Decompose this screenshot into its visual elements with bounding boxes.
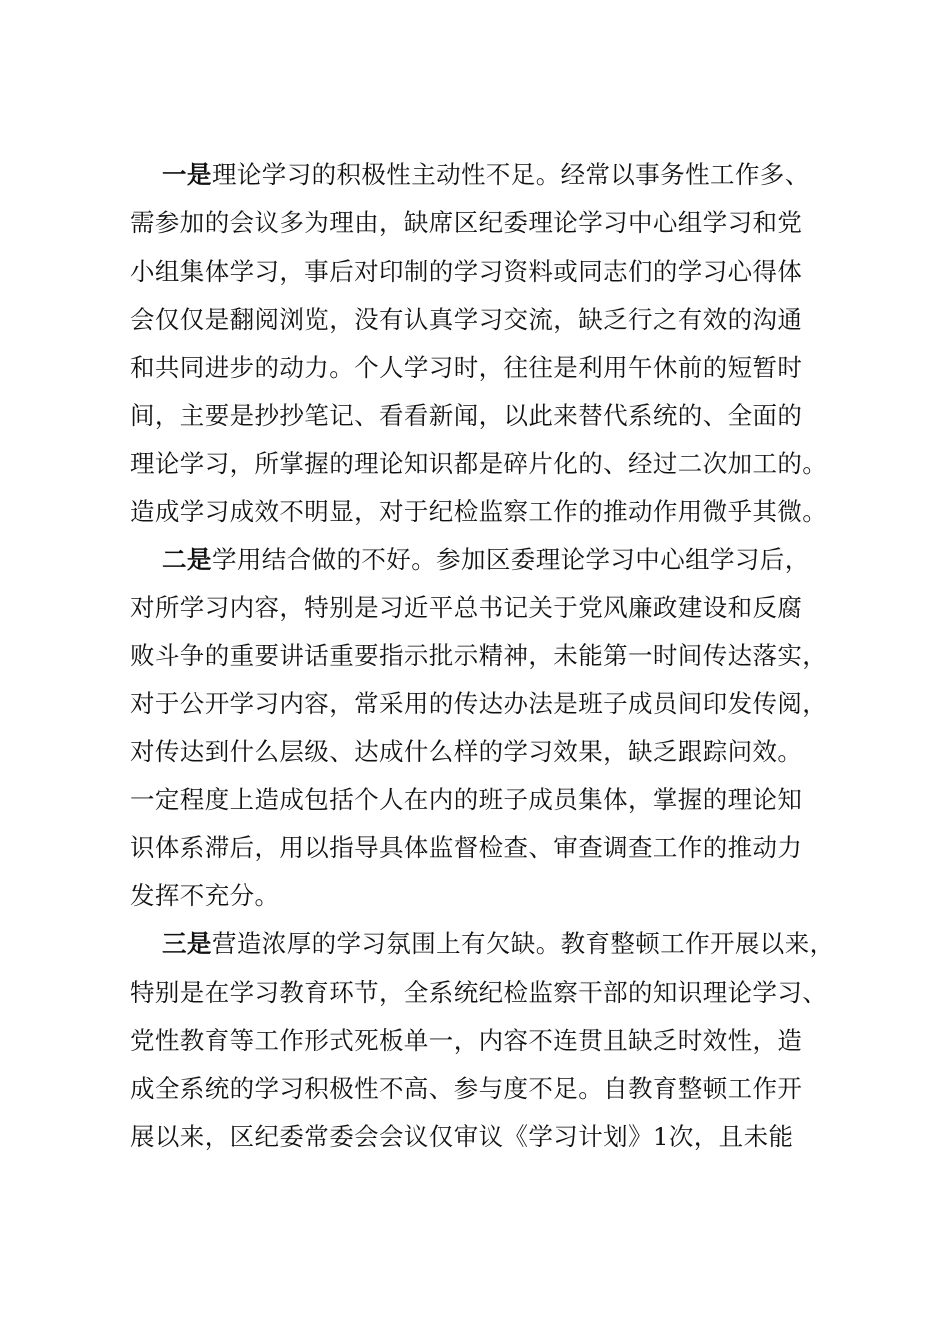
paragraph-1-line-7 bbox=[0, 440, 950, 488]
paragraph-3-lead: 三是 bbox=[162, 929, 212, 958]
paragraph-1-line-8 bbox=[0, 488, 950, 536]
paragraph-2-line-7 bbox=[0, 824, 950, 872]
text-line: 对于公开学习内容，常采用的传达办法是班子成员间印发传阅， bbox=[130, 689, 828, 718]
text-line: 发挥不充分。 bbox=[130, 881, 280, 910]
text-line: 败斗争的重要讲话重要指示批示精神，未能第一时间传达落实， bbox=[130, 641, 828, 670]
paragraph-1-line-2 bbox=[0, 199, 950, 247]
text-line: 党性教育等工作形式死板单一，内容不连贯且缺乏时效性，造 bbox=[130, 1026, 803, 1055]
text-line: 间，主要是抄抄笔记、看看新闻，以此来替代系统的、全面的 bbox=[130, 401, 803, 430]
paragraph-2-line-8 bbox=[0, 872, 950, 920]
paragraph-2-line-2 bbox=[0, 584, 950, 632]
paragraph-2-line-4 bbox=[0, 680, 950, 728]
text-line: 成全系统的学习积极性不高、参与度不足。自教育整顿工作开 bbox=[130, 1074, 803, 1103]
paragraph-2-lead: 二是 bbox=[162, 545, 212, 574]
paragraph-2-line-6 bbox=[0, 776, 950, 824]
paragraph-1-text: 理论学习的积极性主动性不足。经常以事务性工作多、 bbox=[212, 160, 810, 189]
text-line: 小组集体学习，事后对印制的学习资料或同志们的学习心得体 bbox=[130, 257, 803, 286]
text-line: 需参加的会议多为理由，缺席区纪委理论学习中心组学习和党 bbox=[130, 208, 803, 237]
paragraph-3-text: 营造浓厚的学习氛围上有欠缺。教育整顿工作开展以来， bbox=[212, 929, 835, 958]
text-line: 识体系滞后，用以指导具体监督检查、审查调查工作的推动力 bbox=[130, 833, 803, 862]
text-line: 会仅仅是翻阅浏览，没有认真学习交流，缺乏行之有效的沟通 bbox=[130, 305, 803, 334]
paragraph-3-line-5 bbox=[0, 1113, 950, 1161]
paragraph-1-line-1 bbox=[0, 151, 950, 199]
paragraph-1-line-5 bbox=[0, 344, 950, 392]
paragraph-2-line-3 bbox=[0, 632, 950, 680]
paragraph-3-line-1 bbox=[0, 920, 950, 968]
paragraph-3-line-2 bbox=[0, 969, 950, 1017]
paragraph-1-line-3 bbox=[0, 248, 950, 296]
paragraph-3-line-4 bbox=[0, 1065, 950, 1113]
text-line: 一定程度上造成包括个人在内的班子成员集体，掌握的理论知 bbox=[130, 785, 803, 814]
paragraph-3-line-3 bbox=[0, 1017, 950, 1065]
text-line: 理论学习，所掌握的理论知识都是碎片化的、经过二次加工的。 bbox=[130, 449, 828, 478]
text-line: 对传达到什么层级、达成什么样的学习效果，缺乏跟踪问效。 bbox=[130, 737, 803, 766]
text-line: 对所学习内容，特别是习近平总书记关于党风廉政建设和反腐 bbox=[130, 593, 803, 622]
paragraph-1-lead: 一是 bbox=[162, 160, 212, 189]
paragraph-2-line-5 bbox=[0, 728, 950, 776]
paragraph-1-line-6 bbox=[0, 392, 950, 440]
text-line: 和共同进步的动力。个人学习时，往往是利用午休前的短暂时 bbox=[130, 353, 803, 382]
text-line: 展以来，区纪委常委会会议仅审议《学习计划》1次，且未能 bbox=[130, 1122, 794, 1151]
text-line: 造成学习成效不明显，对于纪检监察工作的推动作用微乎其微。 bbox=[130, 497, 828, 526]
text-line: 特别是在学习教育环节，全系统纪检监察干部的知识理论学习、 bbox=[130, 978, 828, 1007]
paragraph-2-line-1 bbox=[0, 536, 950, 584]
paragraph-1-line-4 bbox=[0, 296, 950, 344]
paragraph-2-text: 学用结合做的不好。参加区委理论学习中心组学习后， bbox=[212, 545, 810, 574]
